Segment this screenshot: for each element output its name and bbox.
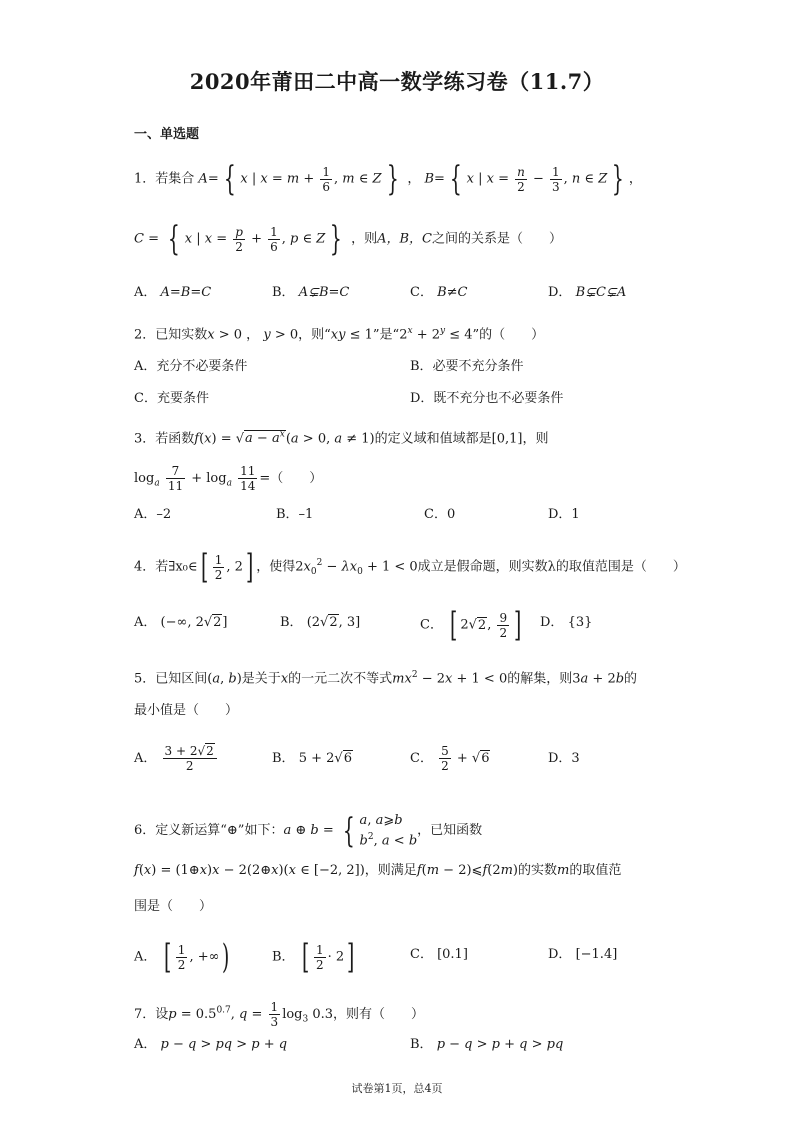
q3-option-b: B．–1: [276, 507, 314, 522]
q7-option-a: A． p − q > pq > p + q: [134, 1037, 288, 1052]
q6-option-b: B． [ $\frac{1}{2}$ · 2]: [272, 937, 355, 977]
q1-option-c: C． B≠C: [410, 285, 468, 300]
question-3-line-2: $\log_a$ $\frac{7}{11}$ + $\log_a$ $\frac{11}{14}$ =（ ）: [134, 464, 323, 493]
question-6-line-3: 围是（ ）: [134, 899, 213, 914]
q1-option-d: D． B⊊C⊊A: [548, 285, 627, 300]
question-7: 7．设$p = 0.5^{0.7}$, q = $\frac{1}{3}$ $\log_3 0.3$，则有（ ）: [134, 1000, 425, 1029]
q5-option-c: C． $\frac{5}{2}$ + √6: [410, 744, 490, 773]
q5-option-b: B． 5 + 2√6: [272, 751, 352, 766]
q4-option-d: D． {3}: [540, 615, 593, 630]
question-5-line-2: 最小值是（ ）: [134, 703, 239, 718]
q3-option-d: D．1: [548, 507, 580, 522]
q2-option-c: C．充要条件: [134, 391, 209, 406]
question-6-line-2: f(x) = (1⊕x)x − 2(2⊕x)(x ∈ [−2, 2])，则满足f(m − 2)⩽f(2m)的实数m的取值范: [134, 863, 622, 878]
section-heading: 一、单选题: [134, 127, 200, 142]
q1-set-c: C: [134, 231, 144, 247]
q1-option-a: A． A=B=C: [134, 285, 212, 300]
q6-option-a: A． [ $\frac{1}{2}$ , +∞): [134, 937, 230, 977]
question-5-line-1: 5．已知区间(a, b)是关于x的一元二次不等式$mx^2 - 2x + 1 < 0$的解集，则3a + 2b的: [134, 670, 638, 687]
q3-option-c: C．0: [424, 507, 456, 522]
question-1-line-2: C = { x | x = $\frac{p}{2}$ + $\frac{1}{6}$ , p ∈ Z } ，则A，B，C之间的关系是（ ）: [134, 219, 563, 259]
q1-set-a: A: [198, 171, 208, 187]
question-4: 4．若∃x₀∈[ $\frac{1}{2}$ , 2] ，使得$2x_0^2 - \lambda x_0 + 1 < 0$成立是假命题，则实数λ的取值范围是（ ）: [134, 547, 686, 587]
q7-option-b: B． p − q > p + q > pq: [410, 1037, 564, 1052]
q2-option-d: D．既不充分也不必要条件: [410, 391, 564, 406]
q1-option-b: B． A⊊B=C: [272, 285, 350, 300]
question-3-line-1: 3．若函数$f(x) = √a - a^x(a > 0$, a ≠ 1)的定义域和值域都是[0,1]，则: [134, 430, 549, 447]
question-2: 2．已知实数x > 0 ， y > 0，则“xy ≤ 1”是“$2^x + 2^y \le 4$”的（ ）: [134, 326, 545, 343]
q5-option-d: D．3: [548, 751, 580, 766]
q6-option-d: D． [−1.4]: [548, 947, 618, 962]
q5-option-a: A． $\frac{3 + 2√2}{2}$: [134, 744, 219, 773]
page-title: 2020年莆田二中高一数学练习卷（11.7）: [189, 69, 605, 94]
q4-option-c: C． [ 2√2, $\frac{9}{2}$ ]: [420, 605, 522, 645]
q1-number: 1．若集合: [134, 171, 195, 187]
q4-option-b: B． (2√2, 3]: [280, 615, 361, 630]
q2-option-b: B．必要不充分条件: [410, 359, 524, 374]
q2-option-a: A．充分不必要条件: [134, 359, 248, 374]
q3-option-a: A．–2: [134, 507, 172, 522]
page-footer: 试卷第1页，总4页: [351, 1082, 443, 1095]
q6-option-c: C． [0.1]: [410, 947, 468, 962]
q1-set-b: B: [424, 171, 435, 187]
q4-option-a: A． (−∞, 2√2]: [134, 615, 228, 630]
question-1-line-1: 1．若集合 A= { x | x = m + $\frac{1}{6}$ , m ∈ Z } ， B= { x | x = $\frac{n}{2}$ − $\frac{1}{3}$ , n ∈ Z } ，: [134, 159, 642, 199]
question-6-line-1: 6．定义新运算“⊕”如下：a ⊕ b = { a, a⩾b $b^2$, a < b，已知函数: [134, 810, 483, 851]
